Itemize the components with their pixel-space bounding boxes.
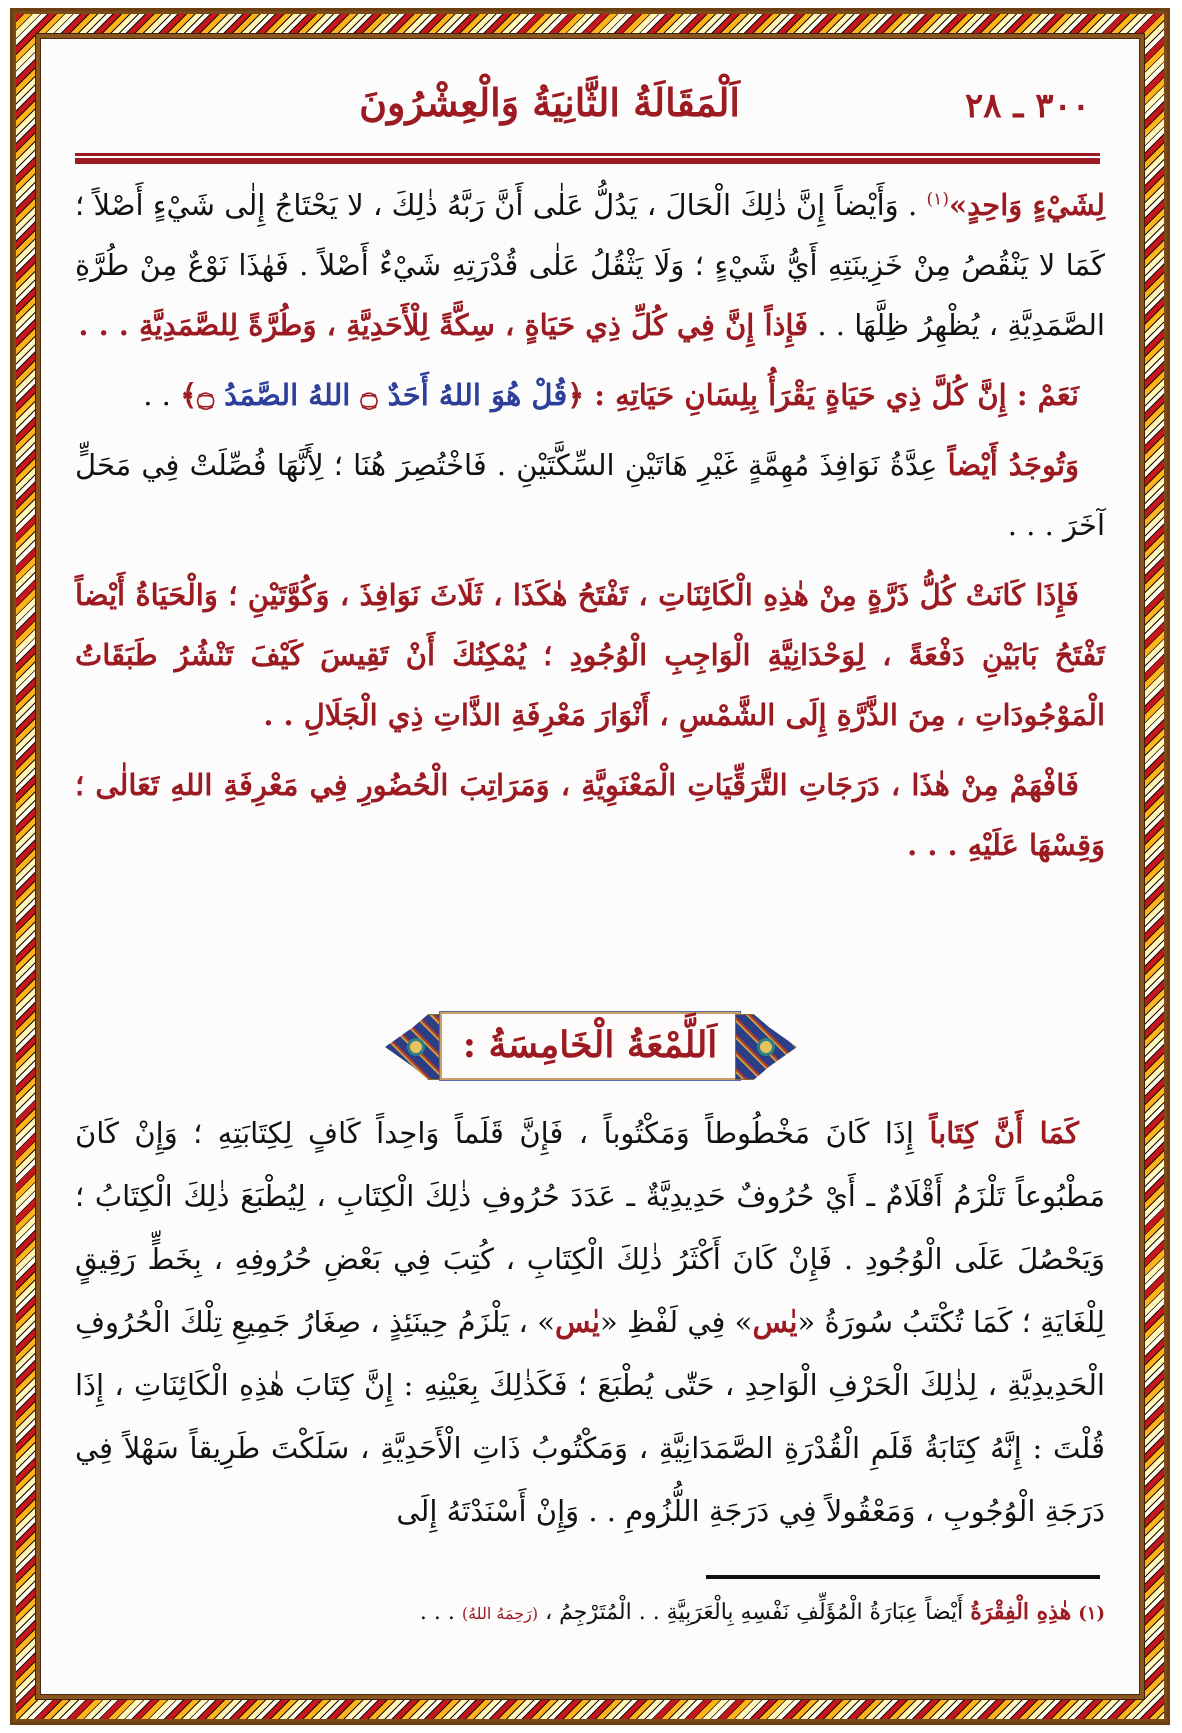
paragraph <box>75 175 1105 355</box>
text-run: نَعَمْ : إِنَّ كُلَّ ذِي حَيَاةٍ يَقْرَأُ بِلِسَانِ حَيَاتِهِ : <box>584 378 1079 412</box>
text-run: عِدَّةُ نَوَافِذَ مُهِمَّةٍ غَيْرِ هَاتَيْنِ السِّكَّتَيْنِ . فَاخْتُصِرَ هُنَا ؛ لِأَنَّهَا فُصِّلَتْ فِي مَحَلٍّ آخَرَ . . . <box>75 448 1105 542</box>
footnote-tail: . . . <box>419 1600 455 1625</box>
running-header <box>75 80 1100 146</box>
paragraph <box>75 365 1105 425</box>
paragraph <box>75 755 1105 875</box>
text-run: ﴿ <box>567 378 585 412</box>
text-run: يٰس <box>554 1305 600 1339</box>
footnote-number: (١) <box>1078 1603 1105 1624</box>
text-run: فَافْهَمْ مِنْ هٰذَا ، دَرَجَاتِ التَّرَقِّيَاتِ الْمَعْنَوِيَّةِ ، وَمَرَاتِبَ الْحُضُورِ فِي مَعْرِفَةِ اللهِ تَعَالٰى ؛ وَقِسْهَا عَلَيْهِ . . . <box>75 768 1105 862</box>
footnote-text: أَيْضاً عِبَارَةُ الْمُؤَلِّفِ نَفْسِهِ بِالْعَرَبِيَّةِ . . الْمُتَرْجِمُ ، <box>538 1600 964 1625</box>
text-run: ۝﴾ <box>180 378 225 412</box>
text-run: إِذَا كَانَ مَخْطُوطاً وَمَكْتُوباً ، فَإِنَّ قَلَماً وَاحِداً كَافٍ لِكِتَابَتِهِ ؛ وَإِنْ كَانَ مَطْبُوعاً تَلْزَمُ أَقْلَامٌ ـ أَيْ حُرُوفٌ حَدِيدِيَّةٌ ـ عَدَدَ حُرُوفِ ذٰلِكَ الْكِتَابِ ، لِيُطْبَعَ ذٰلِكَ الْكِتَابُ ؛ وَيَحْصُلَ عَلَى الْوُجُودِ . فَإِنْ كَانَ أَكْثَرُ ذٰلِكَ الْكِتَابِ ، كُتِبَ فِي بَعْضِ حُرُوفِهِ ، بِخَطٍّ رَقِيقٍ لِلْغَايَةِ ؛ كَمَا تُكْتَبُ سُورَةُ « <box>75 1116 1105 1339</box>
header-rule-thin <box>75 153 1100 156</box>
text-run: كَمَا أَنَّ كِتَاباً <box>929 1116 1079 1150</box>
section-heading-cartouche <box>385 1012 797 1082</box>
honorific-seal-icon: (رَحِمَهُ اللهُ) <box>461 1604 539 1623</box>
body-text-block-1 <box>75 175 1105 885</box>
text-run: يٰس <box>752 1305 798 1339</box>
body-text-block-2 <box>75 1102 1105 1553</box>
paragraph <box>75 435 1105 555</box>
paragraph <box>75 1102 1105 1543</box>
chapter-title: اَلْمَقَالَةُ الثَّانِيَةُ وَالْعِشْرُونَ <box>359 80 740 125</box>
arabesque-ornament-left-icon <box>385 1014 447 1080</box>
header-rule-thick <box>75 158 1100 164</box>
arabesque-ornament-right-icon <box>735 1014 797 1080</box>
text-run: ۝ <box>350 378 388 412</box>
footnote <box>75 1592 1105 1634</box>
section-heading: اَللَّمْعَةُ الْخَامِسَةُ : <box>440 1012 740 1080</box>
quran-verse: اللهُ الصَّمَدُ <box>224 378 351 412</box>
footnote-marker: (١) <box>926 189 949 210</box>
quran-verse: قُلْ هُوَ اللهُ أَحَدٌ <box>387 378 568 412</box>
text-run: » فِي لَفْظِ « <box>600 1305 753 1339</box>
text-run: » ، يَلْزَمُ حِينَئِذٍ ، صِغَارُ جَمِيعِ تِلْكَ الْحُرُوفِ الْحَدِيدِيَّةِ ، لِذٰلِكَ الْحَرْفِ الْوَاحِدِ ، حَتّٰى يُطْبَعَ ؛ فَكَذٰلِكَ بِعَيْنِهِ : إِنَّ كِتَابَ هٰذِهِ الْكَائِنَاتِ ، إِذَا قُلْتَ : إِنَّهُ كِتَابَةُ قَلَمِ الْقُدْرَةِ الصَّمَدَانِيَّةِ ، وَمَكْتُوبُ ذَاتِ الْأَحَدِيَّةِ ، سَلَكْتَ طَرِيقاً سَهْلاً فِي دَرَجَةِ الْوُجُوبِ ، وَمَعْقُولاً فِي دَرَجَةِ اللُّزُومِ . . وَإِنْ أَسْنَدْتَهُ إِلَى <box>75 1305 1105 1528</box>
text-run: وَتُوجَدُ أَيْضاً <box>947 448 1079 482</box>
footnote-separator <box>706 1575 1100 1579</box>
paragraph <box>75 565 1105 745</box>
footnote-highlight: هٰذِهِ الْفِقْرَةُ <box>970 1599 1072 1625</box>
page-reference: ٣٠٠ ـ ٢٨ <box>965 86 1090 126</box>
text-run: لِشَيْءٍ وَاحِدٍ» <box>948 188 1106 222</box>
text-run: فَإِذَا كَانَتْ كُلُّ ذَرَّةٍ مِنْ هٰذِهِ الْكَائِنَاتِ ، تَفْتَحُ هٰكَذَا ، ثَلَاثَ نَوَافِذَ ، وَكُوَّتَيْنِ ؛ وَالْحَيَاةُ أَيْضاً تَفْتَحُ بَابَيْنِ دَفْعَةً ، لِوَحْدَانِيَّةِ الْوَاجِبِ الْوُجُودِ ؛ يُمْكِنُكَ أَنْ تَقِيسَ كَيْفَ تَنْشُرُ طَبَقَاتُ الْمَوْجُودَاتِ ، مِنَ الذَّرَّةِ إِلَى الشَّمْسِ ، أَنْوَارَ مَعْرِفَةِ الذَّاتِ ذِي الْجَلَالِ . . <box>75 578 1105 732</box>
text-run: . وَأَيْضاً إِنَّ ذٰلِكَ الْحَالَ ، يَدُلُّ عَلٰى أَنَّ رَبَّهُ ذٰلِكَ ، لا يَحْتَاجُ إِلٰى شَيْءٍ أَصْلاً ؛ كَمَا لا يَنْقُصُ مِنْ خَزِينَتِهِ أَيُّ شَيْءٍ ؛ وَلَا يَثْقُلُ عَلٰى قُدْرَتِهِ شَيْءٌ أَصْلاً . فَهٰذَا نَوْعٌ مِنْ طُرَّةِ الصَّمَدِيَّةِ ، يُظْهِرُ ظِلَّهَا . . <box>75 188 1105 342</box>
text-run: . . <box>143 378 181 412</box>
text-run: فَإِذاً إِنَّ فِي كُلِّ ذِي حَيَاةٍ ، سِكَّةً لِلْأَحَدِيَّةِ ، وَطُرَّةً لِلصَّمَدِيَّةِ . . . <box>78 308 809 342</box>
